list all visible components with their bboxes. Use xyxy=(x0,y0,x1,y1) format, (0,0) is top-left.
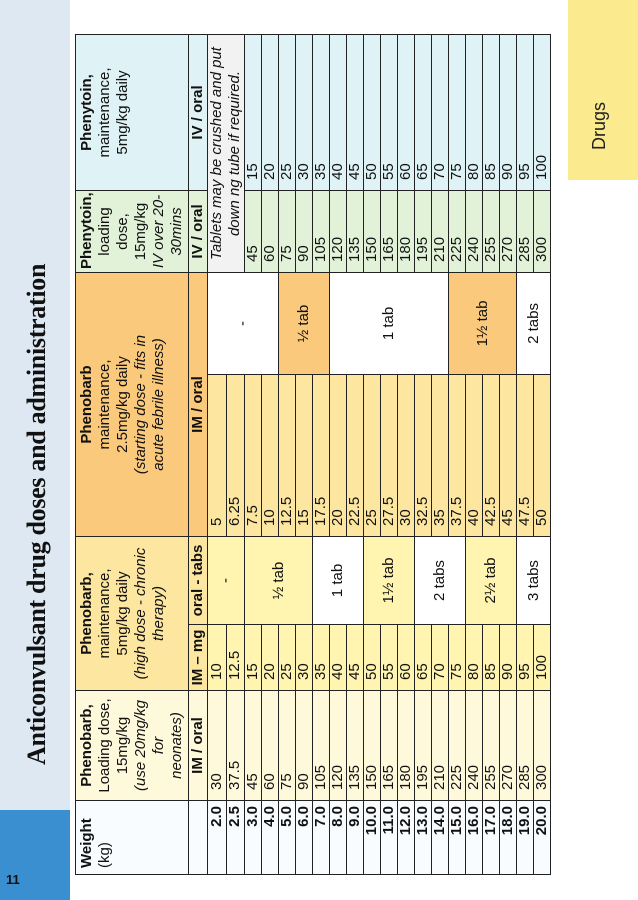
pheno-low-im-cell: 47.5 xyxy=(517,374,534,536)
header-pheno-low-name: Phenobarb xyxy=(78,365,95,444)
phenytoin-load-cell: 255 xyxy=(483,190,500,272)
table-row xyxy=(500,34,517,874)
header-phenytoin-load-l2: 15mg/kg xyxy=(132,202,149,261)
pheno-high-im-cell: 25 xyxy=(279,625,296,691)
table-row xyxy=(313,34,330,874)
pheno-low-im-cell: 10 xyxy=(262,374,279,536)
header-pheno-load xyxy=(76,691,189,801)
pheno-load-cell: 270 xyxy=(500,691,517,801)
pheno-high-tabs-cell: 1 tab xyxy=(313,536,364,624)
weight-cell: 18.0 xyxy=(500,801,517,875)
pheno-low-im-cell: 25 xyxy=(364,374,381,536)
pheno-load-cell: 255 xyxy=(483,691,500,801)
phenytoin-maint-cell: 50 xyxy=(364,34,381,190)
weight-cell: 9.0 xyxy=(347,801,364,875)
page-number: 11 xyxy=(6,872,20,887)
pheno-high-im-cell: 10 xyxy=(208,625,227,691)
pheno-low-im-cell: 6.25 xyxy=(226,374,245,536)
header-pheno-low-l4: acute febrile illness) xyxy=(150,338,167,471)
header-phenytoin-maint-name: Phenytoin, xyxy=(78,74,95,151)
phenytoin-maint-cell: 80 xyxy=(466,34,483,190)
weight-cell: 4.0 xyxy=(262,801,279,875)
subheader-pheno-low: IM / oral xyxy=(189,272,208,536)
rotated-table-container xyxy=(75,35,563,875)
phenytoin-maint-cell: 75 xyxy=(449,34,466,190)
phenytoin-load-cell: 165 xyxy=(381,190,398,272)
weight-cell: 3.0 xyxy=(245,801,262,875)
phenytoin-load-cell: 195 xyxy=(415,190,432,272)
pheno-high-tabs-cell: 2 tabs xyxy=(415,536,466,624)
pheno-low-im-cell: 20 xyxy=(330,374,347,536)
pheno-load-cell: 285 xyxy=(517,691,534,801)
pheno-low-tabs-cell: 1½ tab xyxy=(449,272,517,374)
phenytoin-maint-cell: 100 xyxy=(534,34,551,190)
table-row xyxy=(432,34,449,874)
pheno-high-im-cell: 15 xyxy=(245,625,262,691)
header-phenytoin-maint-l1: maintenance, xyxy=(96,67,113,158)
table-row xyxy=(296,34,313,874)
phenytoin-load-cell: 60 xyxy=(262,190,279,272)
weight-cell: 11.0 xyxy=(381,801,398,875)
pheno-load-cell: 60 xyxy=(262,691,279,801)
pheno-low-im-cell: 22.5 xyxy=(347,374,364,536)
pheno-low-im-cell: 37.5 xyxy=(449,374,466,536)
pheno-high-im-cell: 50 xyxy=(364,625,381,691)
pheno-load-cell: 300 xyxy=(534,691,551,801)
pheno-load-cell: 180 xyxy=(398,691,415,801)
pheno-high-im-cell: 95 xyxy=(517,625,534,691)
pheno-low-im-cell: 45 xyxy=(500,374,517,536)
weight-cell: 12.0 xyxy=(398,801,415,875)
table-row xyxy=(449,34,466,874)
table-row xyxy=(245,34,262,874)
subheader-pheno-high-oral: oral - tabs xyxy=(189,536,208,624)
pheno-high-tabs-cell: ½ tab xyxy=(245,536,313,624)
header-pheno-load-l4: neonates) xyxy=(168,712,185,779)
pheno-low-im-cell: 32.5 xyxy=(415,374,432,536)
table-row xyxy=(398,34,415,874)
weight-cell: 13.0 xyxy=(415,801,432,875)
header-pheno-load-l2: 15mg/kg xyxy=(114,716,131,775)
header-pheno-high-l3: (high dose - chronic xyxy=(132,547,149,680)
weight-cell: 20.0 xyxy=(534,801,551,875)
table-row xyxy=(262,34,279,874)
phenytoin-maint-cell: 40 xyxy=(330,34,347,190)
pheno-low-tabs-cell: 1 tab xyxy=(330,272,449,374)
phenytoin-maint-cell: 95 xyxy=(517,34,534,190)
phenytoin-maint-cell: 60 xyxy=(398,34,415,190)
pheno-low-tabs-cell: - xyxy=(208,272,279,374)
subheader-phenytoin-load: IV / oral xyxy=(189,190,208,272)
weight-cell: 7.0 xyxy=(313,801,330,875)
table-row xyxy=(381,34,398,874)
header-weight xyxy=(76,801,189,875)
table-row xyxy=(330,34,347,874)
header-pheno-high-l1: maintenance, xyxy=(96,568,113,659)
phenytoin-load-cell: 120 xyxy=(330,190,347,272)
phenytoin-load-cell: 135 xyxy=(347,190,364,272)
header-pheno-low-l3: (starting dose - fits in xyxy=(132,334,149,475)
subheader-phenytoin-maint: IV / oral xyxy=(189,34,208,190)
weight-cell: 5.0 xyxy=(279,801,296,875)
pheno-load-cell: 240 xyxy=(466,691,483,801)
subheader-pheno-high-im: IM – mg xyxy=(189,625,208,691)
pheno-high-im-cell: 60 xyxy=(398,625,415,691)
header-pheno-high-l2: 5mg/kg daily xyxy=(114,571,131,656)
pheno-load-cell: 165 xyxy=(381,691,398,801)
table-row xyxy=(364,34,381,874)
table-row xyxy=(517,34,534,874)
header-pheno-high-l4: therapy) xyxy=(150,585,167,642)
pheno-high-im-cell: 100 xyxy=(534,625,551,691)
pheno-load-cell: 105 xyxy=(313,691,330,801)
phenytoin-maint-cell: 55 xyxy=(381,34,398,190)
pheno-load-cell: 90 xyxy=(296,691,313,801)
header-pheno-low-l2: 2.5mg/kg daily xyxy=(114,356,131,453)
header-pheno-maint-low xyxy=(76,272,189,536)
pheno-high-im-cell: 70 xyxy=(432,625,449,691)
phenytoin-maint-cell: 90 xyxy=(500,34,517,190)
pheno-low-im-cell: 5 xyxy=(208,374,227,536)
section-tab-label: Drugs xyxy=(589,101,609,150)
weight-cell: 15.0 xyxy=(449,801,466,875)
pheno-load-cell: 150 xyxy=(364,691,381,801)
weight-cell: 14.0 xyxy=(432,801,449,875)
weight-cell: 16.0 xyxy=(466,801,483,875)
phenytoin-load-cell: 300 xyxy=(534,190,551,272)
weight-cell: 19.0 xyxy=(517,801,534,875)
pheno-high-im-cell: 40 xyxy=(330,625,347,691)
pheno-high-im-cell: 65 xyxy=(415,625,432,691)
header-weight-name: Weight xyxy=(78,818,95,868)
phenytoin-maint-cell: 30 xyxy=(296,34,313,190)
pheno-low-im-cell: 12.5 xyxy=(279,374,296,536)
table-row xyxy=(483,34,500,874)
pheno-low-im-cell: 50 xyxy=(534,374,551,536)
pheno-low-im-cell: 30 xyxy=(398,374,415,536)
pheno-high-im-cell: 35 xyxy=(313,625,330,691)
subheader-weight xyxy=(189,801,208,875)
pheno-low-im-cell: 27.5 xyxy=(381,374,398,536)
pheno-low-im-cell: 15 xyxy=(296,374,313,536)
phenytoin-maint-cell: 85 xyxy=(483,34,500,190)
header-phenytoin-maint-l2: 5mg/kg daily xyxy=(114,70,131,155)
weight-cell: 2.0 xyxy=(208,801,227,875)
phenytoin-maint-cell: 35 xyxy=(313,34,330,190)
pheno-high-im-cell: 45 xyxy=(347,625,364,691)
pheno-high-tabs-cell: 2½ tab xyxy=(466,536,517,624)
header-phenytoin-load xyxy=(76,190,189,272)
phenytoin-load-cell: 105 xyxy=(313,190,330,272)
phenytoin-load-cell: 210 xyxy=(432,190,449,272)
table-row xyxy=(347,34,364,874)
weight-cell: 17.0 xyxy=(483,801,500,875)
pheno-load-cell: 210 xyxy=(432,691,449,801)
pheno-low-im-cell: 17.5 xyxy=(313,374,330,536)
pheno-load-cell: 37.5 xyxy=(226,691,245,801)
tablet-note: Tablets may be crushed and put down ng tube if required. xyxy=(208,34,245,272)
table-row xyxy=(466,34,483,874)
pheno-low-tabs-cell: ½ tab xyxy=(279,272,330,374)
dose-table xyxy=(75,34,551,875)
dose-table-body xyxy=(208,34,551,874)
subheader-pheno-load: IM / oral xyxy=(189,691,208,801)
pheno-high-im-cell: 20 xyxy=(262,625,279,691)
section-tab xyxy=(568,0,638,180)
phenytoin-load-cell: 270 xyxy=(500,190,517,272)
pheno-low-im-cell: 35 xyxy=(432,374,449,536)
phenytoin-maint-cell: 65 xyxy=(415,34,432,190)
weight-cell: 10.0 xyxy=(364,801,381,875)
table-row xyxy=(415,34,432,874)
phenytoin-load-cell: 180 xyxy=(398,190,415,272)
phenytoin-maint-cell: 70 xyxy=(432,34,449,190)
header-weight-unit: (kg) xyxy=(96,842,113,868)
table-row xyxy=(534,34,551,874)
pheno-load-cell: 195 xyxy=(415,691,432,801)
pheno-load-cell: 135 xyxy=(347,691,364,801)
header-pheno-load-l1: Loading dose, xyxy=(96,698,113,793)
phenytoin-load-cell: 150 xyxy=(364,190,381,272)
pheno-high-im-cell: 85 xyxy=(483,625,500,691)
pheno-low-im-cell: 40 xyxy=(466,374,483,536)
pheno-high-tabs-cell: 3 tabs xyxy=(517,536,551,624)
header-pheno-load-name: Phenobarb, xyxy=(78,704,95,787)
phenytoin-maint-cell: 45 xyxy=(347,34,364,190)
pheno-load-cell: 75 xyxy=(279,691,296,801)
phenytoin-load-cell: 225 xyxy=(449,190,466,272)
table-row xyxy=(279,34,296,874)
pheno-load-cell: 45 xyxy=(245,691,262,801)
pheno-high-im-cell: 30 xyxy=(296,625,313,691)
pheno-load-cell: 30 xyxy=(208,691,227,801)
weight-cell: 6.0 xyxy=(296,801,313,875)
pheno-high-tabs-cell: - xyxy=(208,536,245,624)
header-pheno-low-l1: maintenance, xyxy=(96,359,113,450)
phenytoin-maint-cell: 25 xyxy=(279,34,296,190)
header-phenytoin-load-l1: loading dose, xyxy=(96,207,131,256)
phenytoin-maint-cell: 15 xyxy=(245,34,262,190)
header-pheno-maint-high xyxy=(76,536,189,690)
header-pheno-high-name: Phenobarb, xyxy=(78,572,95,655)
pheno-high-im-cell: 80 xyxy=(466,625,483,691)
header-phenytoin-load-l3: IV over 20-30mins xyxy=(150,194,185,269)
pheno-low-im-cell: 7.5 xyxy=(245,374,262,536)
weight-cell: 8.0 xyxy=(330,801,347,875)
pheno-low-tabs-cell: 2 tabs xyxy=(517,272,551,374)
phenytoin-load-cell: 45 xyxy=(245,190,262,272)
weight-cell: 2.5 xyxy=(226,801,245,875)
pheno-load-cell: 120 xyxy=(330,691,347,801)
pheno-high-im-cell: 75 xyxy=(449,625,466,691)
pheno-high-im-cell: 90 xyxy=(500,625,517,691)
pheno-high-tabs-cell: 1½ tab xyxy=(364,536,415,624)
phenytoin-load-cell: 90 xyxy=(296,190,313,272)
page-title: Anticonvulsant drug doses and administration xyxy=(22,263,51,765)
pheno-high-im-cell: 12.5 xyxy=(226,625,245,691)
pheno-high-im-cell: 55 xyxy=(381,625,398,691)
phenytoin-load-cell: 285 xyxy=(517,190,534,272)
pheno-load-cell: 225 xyxy=(449,691,466,801)
header-phenytoin-maint xyxy=(76,34,189,190)
phenytoin-load-cell: 240 xyxy=(466,190,483,272)
pheno-low-im-cell: 42.5 xyxy=(483,374,500,536)
table-row xyxy=(208,34,227,874)
phenytoin-maint-cell: 20 xyxy=(262,34,279,190)
phenytoin-load-cell: 75 xyxy=(279,190,296,272)
header-pheno-load-l3: (use 20mg/kg for xyxy=(132,700,167,791)
header-phenytoin-load-name: Phenytoin, xyxy=(78,192,95,269)
